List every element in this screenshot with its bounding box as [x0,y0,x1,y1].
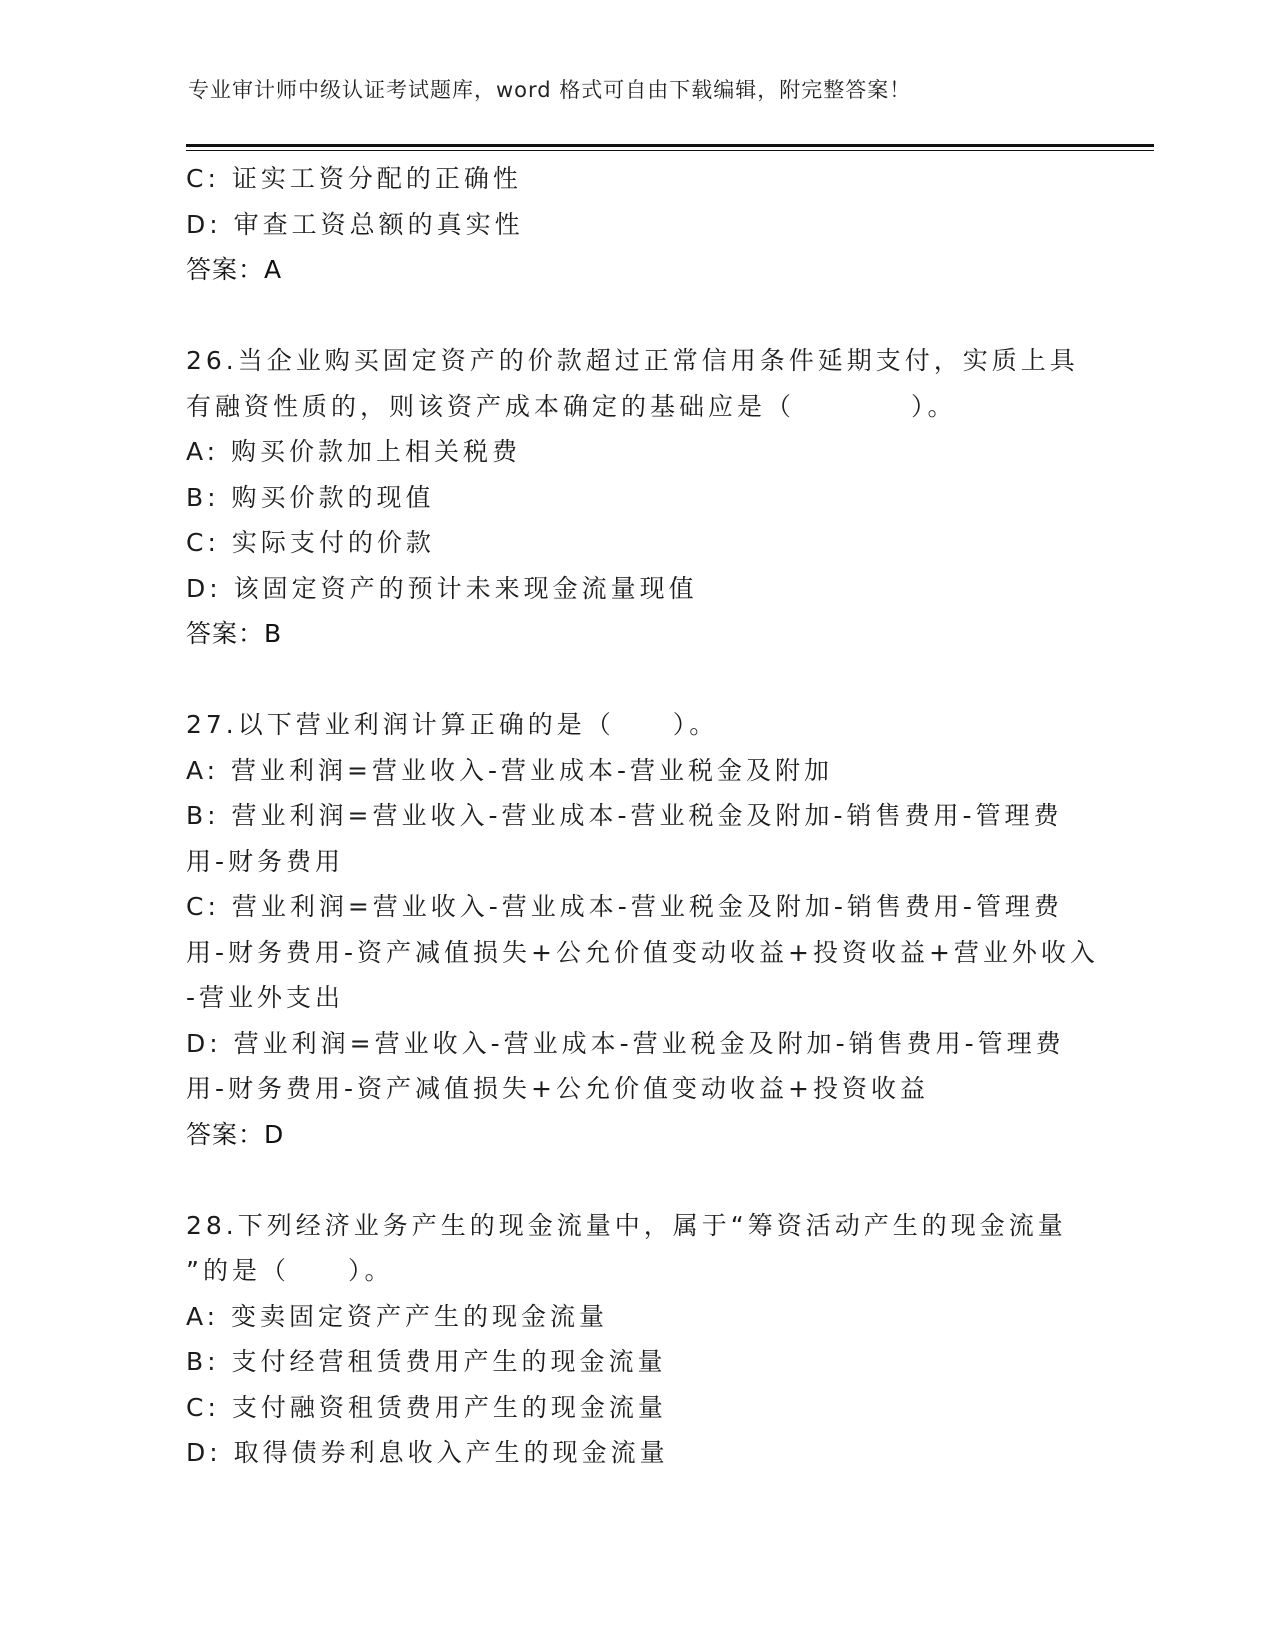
header-rule-thin [186,150,1154,151]
question-content [186,156,1099,1476]
option-a: A: 变卖固定资产产生的现金流量 [186,1301,609,1331]
answer: 答案：A [186,255,283,284]
option-c: -营业外支出 [186,983,345,1012]
option-d: D: 审查工资总额的真实性 [186,209,524,239]
option-c: C: 营业利润=营业收入-营业成本-营业税金及附加-销售费用-管理费 [186,892,1063,921]
answer: 答案：D [186,1119,285,1149]
question-stem: 26.当企业购买固定资产的价款超过正常信用条件延期支付，实质上具 [186,346,1079,375]
question-28 [186,1203,1086,1476]
option-d: D: 该固定资产的预计未来现金流量现值 [186,573,698,603]
question-stem: ”的是（ ）。 [186,1256,394,1285]
option-c: C: 实际支付的价款 [186,528,435,557]
option-b: B: 支付经营租赁费用产生的现金流量 [186,1347,667,1376]
option-c: C: 证实工资分配的正确性 [186,164,522,193]
option-d: 用-财务费用-资产减值损失+公允价值变动收益+投资收益 [186,1074,929,1103]
option-b: B: 营业利润=营业收入-营业成本-营业税金及附加-销售费用-管理费 [186,801,1063,830]
option-d: D: 取得债券利息收入产生的现金流量 [186,1438,669,1467]
spacer [186,657,1086,703]
question-stem: 有融资性质的，则该资产成本确定的基础应是（ ）。 [186,391,957,421]
question-stem: 28.下列经济业务产生的现金流量中，属于“筹资活动产生的现金流量 [186,1210,1067,1240]
question-26 [186,338,1086,657]
option-a: A: 营业利润=营业收入-营业成本-营业税金及附加 [186,755,834,785]
option-c: C: 支付融资租赁费用产生的现金流量 [186,1392,667,1422]
option-d: D: 营业利润=营业收入-营业成本-营业税金及附加-销售费用-管理费 [186,1028,1065,1058]
option-b: 用-财务费用 [186,846,345,876]
answer: 答案：B [186,619,283,648]
spacer [186,1157,1086,1203]
page-header: 专业审计师中级认证考试题库，word 格式可自由下载编辑，附完整答案！ [188,78,912,102]
header-rule-thick [186,144,1154,147]
question-stem: 27.以下营业利润计算正确的是（ ）。 [186,710,719,739]
option-b: B: 购买价款的现值 [186,482,435,512]
spacer [186,293,1086,339]
question-27 [186,702,1099,1157]
question-25 [186,156,1086,293]
option-c: 用-财务费用-资产减值损失+公允价值变动收益+投资收益+营业外收入 [186,937,1099,967]
option-a: A: 购买价款加上相关税费 [186,437,522,466]
